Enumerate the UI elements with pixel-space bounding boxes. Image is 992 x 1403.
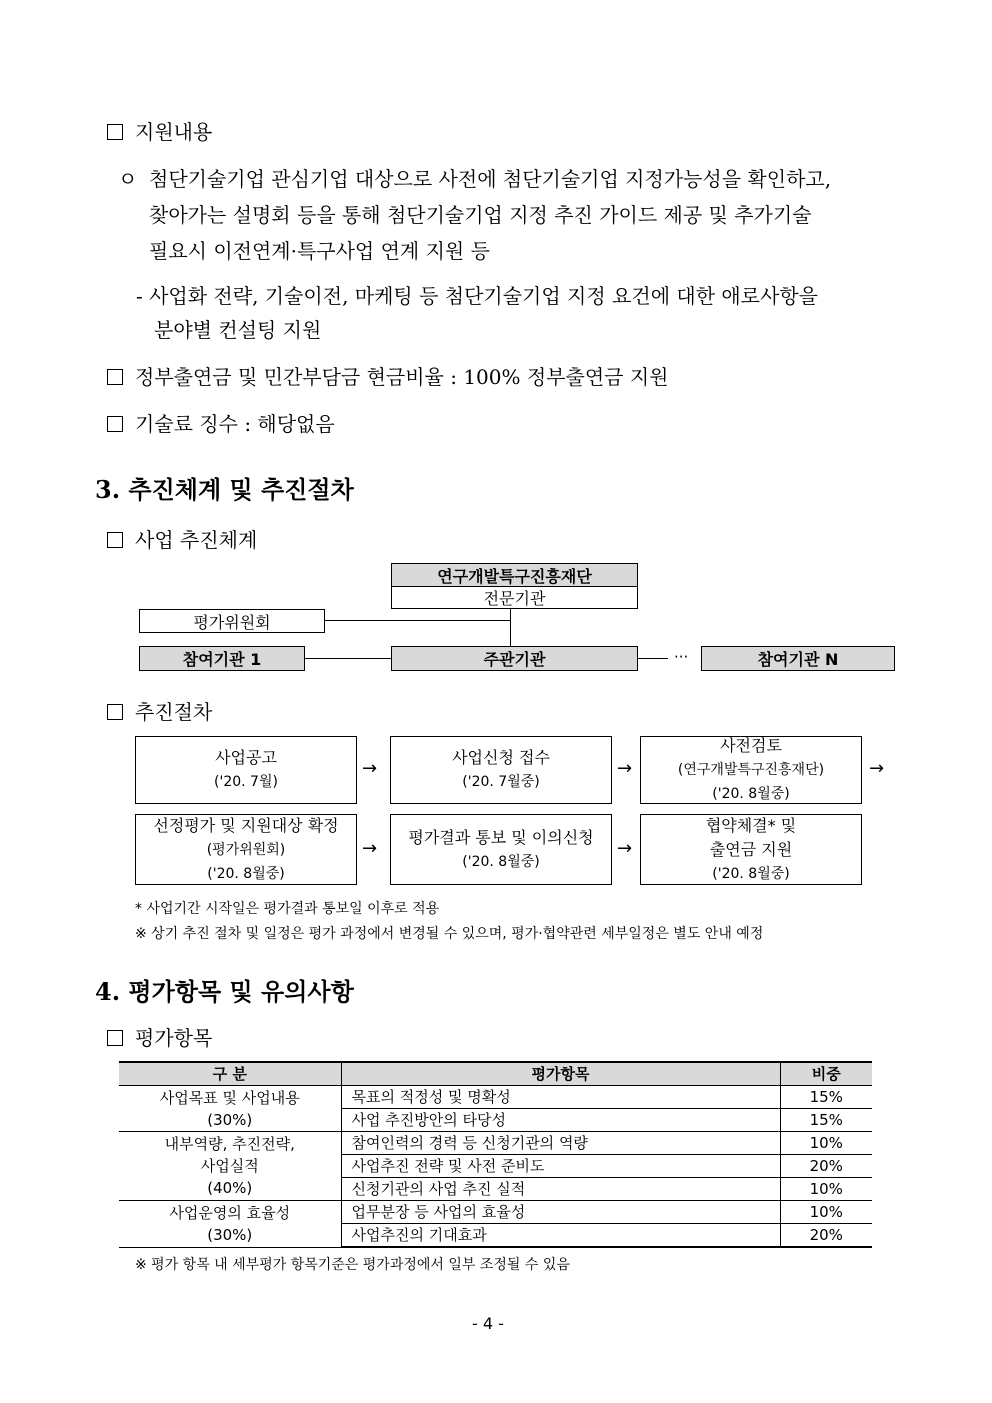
support-heading: 지원내용 <box>107 116 212 145</box>
step-4-org: (평가위원회) <box>206 841 286 858</box>
category-label: 사업실적 <box>200 1157 259 1175</box>
weight-cell: 10% <box>780 1178 872 1201</box>
weight-cell: 20% <box>780 1155 872 1178</box>
step-2 <box>390 736 612 804</box>
funding-ratio-line: 정부출연금 및 민간부담금 현금비율 : 100% 정부출연금 지원 <box>107 361 668 390</box>
step-5-title: 평가결과 통보 및 이의신청 <box>408 827 594 847</box>
item-cell: 사업추진 전략 및 사전 준비도 <box>341 1155 780 1178</box>
participant1-connector <box>305 658 391 659</box>
procedure-heading: 추진절차 <box>107 696 212 725</box>
step-1-title: 사업공고 <box>215 748 277 767</box>
vertical-connector <box>510 609 511 646</box>
committee-box: 평가위원회 <box>139 609 325 633</box>
page-number: - 4 - <box>472 1314 504 1333</box>
procedure-note-1: * 사업기간 시작일은 평가결과 통보일 이후로 적용 <box>135 901 440 917</box>
step-4-title: 선정평가 및 지원대상 확정 <box>153 815 339 835</box>
section3-title: 3. 추진체계 및 추진절차 <box>95 475 354 504</box>
checkbox-square-icon <box>107 1030 123 1046</box>
step-6-sub: 출연금 지원 <box>709 839 793 859</box>
arrow-right-icon: → <box>362 838 378 859</box>
step-3-org: (연구개발특구진흥재단) <box>677 762 825 778</box>
step-3 <box>640 736 862 804</box>
weight-cell: 20% <box>780 1224 872 1248</box>
step-6-date: ('20. 8월중) <box>712 865 790 882</box>
step-1 <box>135 736 357 804</box>
checkbox-square-icon <box>107 532 123 548</box>
participantN-box: 참여기관 N <box>701 646 895 671</box>
arrow-right-icon: → <box>617 758 633 779</box>
item-cell: 목표의 적정성 및 명확성 <box>341 1086 780 1109</box>
dash-line-1: - 사업화 전략, 기술이전, 마케팅 등 첨단기술기업 지정 요건에 대한 애로사항을 <box>136 284 818 308</box>
dash-line-2: 분야별 컨설팅 지원 <box>154 318 322 342</box>
table-row <box>119 1086 872 1109</box>
checkbox-square-icon <box>107 369 123 385</box>
eval-note: ※ 평가 항목 내 세부평가 항목기준은 평가과정에서 일부 조정될 수 있음 <box>135 1257 570 1273</box>
step-5 <box>390 814 612 885</box>
eval-heading: 평가항목 <box>107 1022 212 1051</box>
bullet-line-3: 필요시 이전연계·특구사업 연계 지원 등 <box>149 239 490 263</box>
weight-cell: 15% <box>780 1086 872 1109</box>
step-5-date: ('20. 8월중) <box>462 853 540 870</box>
checkbox-square-icon <box>107 416 123 432</box>
weight-cell: 10% <box>780 1201 872 1224</box>
foundation-box: 연구개발특구진흥재단 <box>391 563 638 587</box>
category-label: 내부역량, 추진전략, <box>164 1135 295 1153</box>
ellipsis: ··· <box>674 648 689 666</box>
item-cell: 업무분장 등 사업의 효율성 <box>341 1201 780 1224</box>
weight-cell: 10% <box>780 1132 872 1155</box>
category-weight: (30%) <box>207 1110 253 1129</box>
lead-connector <box>638 658 668 659</box>
category-cell <box>119 1201 341 1248</box>
bullet-line-1: 첨단기술기업 관심기업 대상으로 사전에 첨단기술기업 지정가능성을 확인하고, <box>149 167 832 191</box>
table-header-row <box>119 1062 872 1086</box>
step-6-title: 협약체결* 및 <box>705 815 797 835</box>
step-4 <box>135 814 357 885</box>
category-label: 사업목표 및 사업내용 <box>159 1088 300 1107</box>
header-category: 구 분 <box>119 1062 341 1086</box>
item-cell: 참여인력의 경력 등 신청기관의 역량 <box>341 1132 780 1155</box>
foundation-role-box: 전문기관 <box>391 586 638 609</box>
step-1-date: ('20. 7월) <box>214 774 278 790</box>
system-heading: 사업 추진체계 <box>107 524 257 553</box>
checkbox-square-icon <box>107 124 123 140</box>
step-3-title: 사전검토 <box>720 736 782 755</box>
item-cell: 신청기관의 사업 추진 실적 <box>341 1178 780 1201</box>
participant1-box: 참여기관 1 <box>139 646 305 671</box>
category-cell <box>119 1132 341 1201</box>
arrow-right-icon: → <box>869 758 885 779</box>
item-cell: 사업 추진방안의 타당성 <box>341 1109 780 1132</box>
step-2-date: ('20. 7월중) <box>462 774 540 790</box>
arrow-right-icon: → <box>362 758 378 779</box>
lead-box: 주관기관 <box>391 646 638 671</box>
header-item: 평가항목 <box>341 1062 780 1086</box>
bullet-mark: ㅇ <box>118 167 138 191</box>
procedure-note-2: ※ 상기 추진 절차 및 일정은 평가 과정에서 변경될 수 있으며, 평가·협약관련 세부일정은 별도 안내 예정 <box>135 926 764 942</box>
step-2-title: 사업신청 접수 <box>452 748 550 767</box>
weight-cell: 15% <box>780 1109 872 1132</box>
step-3-date: ('20. 8월중) <box>712 786 790 802</box>
committee-connector <box>325 620 511 621</box>
step-6 <box>640 814 862 885</box>
table-row <box>119 1201 872 1224</box>
item-cell: 사업추진의 기대효과 <box>341 1224 780 1248</box>
category-weight: (30%) <box>207 1225 253 1244</box>
category-weight: (40%) <box>207 1179 253 1197</box>
table-row <box>119 1132 872 1155</box>
step-4-date: ('20. 8월중) <box>207 865 285 882</box>
section4-title: 4. 평가항목 및 유의사항 <box>95 977 354 1006</box>
checkbox-square-icon <box>107 704 123 720</box>
arrow-right-icon: → <box>617 838 633 859</box>
category-label: 사업운영의 효율성 <box>169 1203 291 1222</box>
tech-fee-line: 기술료 징수 : 해당없음 <box>107 408 335 437</box>
bullet-line-2: 찾아가는 설명회 등을 통해 첨단기술기업 지정 추진 가이드 제공 및 추가기술 <box>149 203 812 227</box>
header-weight: 비중 <box>780 1062 872 1086</box>
evaluation-table <box>119 1061 872 1248</box>
category-cell <box>119 1086 341 1132</box>
